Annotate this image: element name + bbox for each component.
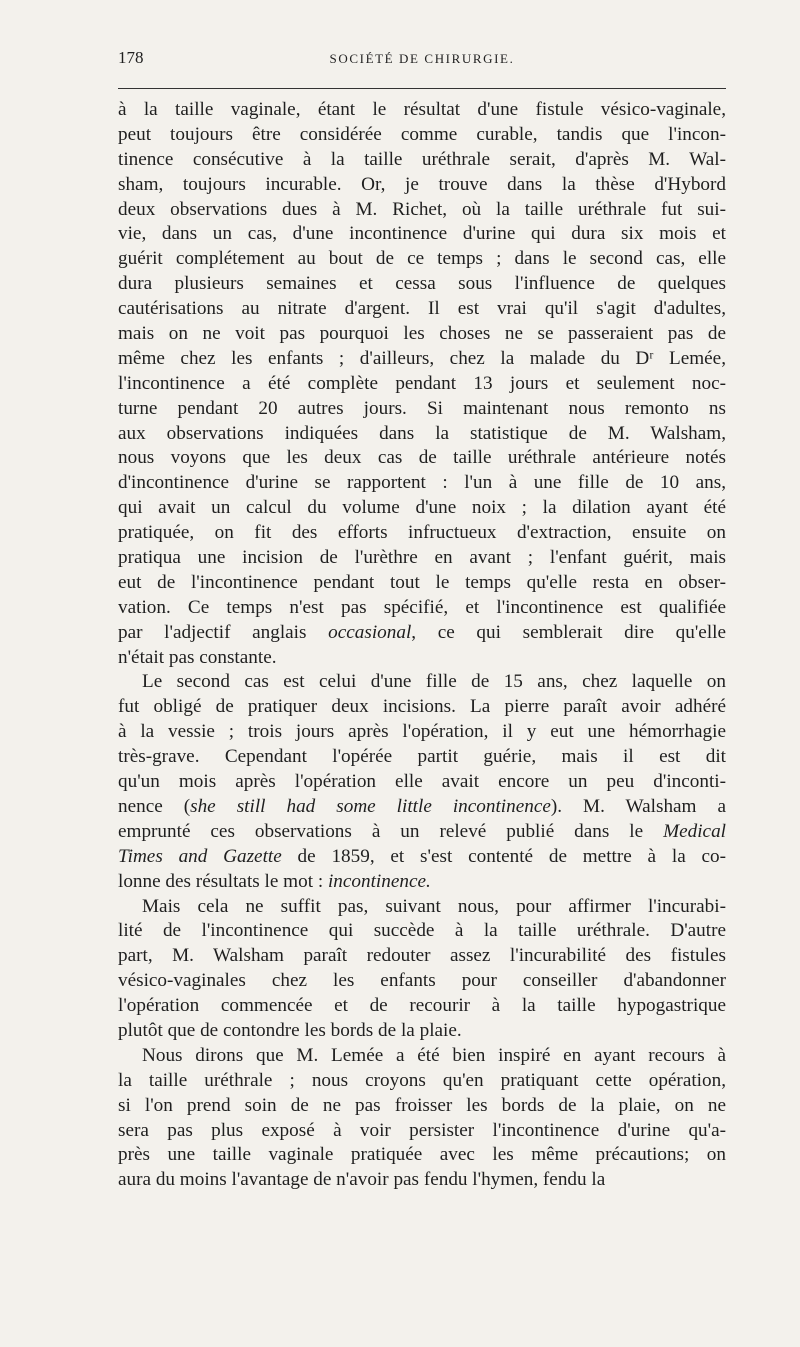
paragraph: [118, 895, 726, 1044]
text-line: Le second cas est celui d'une fille de 15 ans, chez laquelle on: [142, 671, 726, 693]
paragraph: [118, 1044, 726, 1193]
paragraph: [118, 98, 726, 670]
text-line: plutôt que de contondre les bords de la plaie.: [118, 1019, 462, 1041]
text-line: dura plusieurs semaines et cessa sous l'influence de quelques: [118, 273, 726, 295]
text-line: tinence consécutive à la taille uréthrale serait, d'après M. Wal-: [118, 148, 726, 170]
text-line: eut de l'incontinence pendant tout le temps qu'elle resta en obser-: [118, 571, 726, 593]
body-text: [118, 98, 726, 1193]
text-line: cautérisations au nitrate d'argent. Il est vrai qu'il s'agit d'adultes,: [118, 298, 726, 320]
text-line: lonne des résultats le mot : incontinence.: [118, 870, 431, 892]
text-line: Nous dirons que M. Lemée a été bien inspiré en ayant recours à: [142, 1044, 726, 1066]
text-line: d'incontinence d'urine se rapportent : l'un à une fille de 10 ans,: [118, 472, 726, 494]
text-line: vie, dans un cas, d'une incontinence d'urine qui dura six mois et: [118, 223, 726, 245]
running-title: SOCIÉTÉ DE CHIRURGIE.: [329, 51, 515, 66]
text-line: lité de l'incontinence qui succède à la taille uréthrale. D'autre: [118, 920, 726, 942]
text-line: emprunté ces observations à un relevé publié dans le Medical: [118, 820, 726, 842]
text-line: sera pas plus exposé à voir persister l'incontinence d'urine qu'a-: [118, 1119, 726, 1141]
text-line: qu'un mois après l'opération elle avait encore un peu d'inconti-: [118, 771, 726, 793]
text-line: à la vessie ; trois jours après l'opération, il y eut une hémorrhagie: [118, 721, 726, 743]
text-line: vation. Ce temps n'est pas spécifié, et l'incontinence est qualifiée: [118, 596, 726, 618]
text-line: turne pendant 20 autres jours. Si maintenant nous remonto ns: [118, 397, 726, 419]
text-line: vésico-vaginales chez les enfants pour conseiller d'abandonner: [118, 970, 726, 992]
text-line: Times and Gazette de 1859, et s'est contenté de mettre à la co-: [118, 845, 726, 867]
page-header: [118, 48, 726, 78]
text-line: à la taille vaginale, étant le résultat d'une fistule vésico-vaginale,: [118, 99, 726, 120]
text-line: par l'adjectif anglais occasional, ce qui semblerait dire qu'elle: [118, 621, 726, 643]
text-line: qui avait un calcul du volume d'une noix ; la dilation ayant été: [118, 497, 726, 519]
text-line: si l'on prend soin de ne pas froisser les bords de la plaie, on ne: [118, 1094, 726, 1116]
text-line: mais on ne voit pas pourquoi les choses ne se passeraient pas de: [118, 323, 726, 345]
text-line: nence (she still had some little incontinence). M. Walsham a: [118, 795, 726, 817]
text-line: l'opération commencée et de recourir à la taille hypogastrique: [118, 995, 726, 1017]
text-line: Mais cela ne suffit pas, suivant nous, pour affirmer l'incurabi-: [142, 895, 726, 917]
text-line: nous voyons que les deux cas de taille uréthrale antérieure notés: [118, 447, 726, 469]
text-line: sham, toujours incurable. Or, je trouve dans la thèse d'Hybord: [118, 173, 726, 195]
text-line: même chez les enfants ; d'ailleurs, chez la malade du Dʳ Lemée,: [118, 347, 726, 369]
header-rule: [118, 88, 726, 89]
text-line: guérit complétement au bout de ce temps ; dans le second cas, elle: [118, 248, 726, 270]
paragraph: [118, 670, 726, 894]
text-line: près une taille vaginale pratiquée avec les même précautions; on: [118, 1144, 726, 1166]
text-line: pratiqua une incision de l'urèthre en avant ; l'enfant guérit, mais: [118, 547, 726, 569]
text-line: part, M. Walsham paraît redouter assez l'incurabilité des fistules: [118, 945, 726, 967]
text-line: l'incontinence a été complète pendant 13 jours et seulement noc-: [118, 372, 726, 394]
text-line: deux observations dues à M. Richet, où la taille uréthrale fut sui-: [118, 198, 726, 220]
page-number: 178: [118, 48, 144, 67]
text-line: aux observations indiquées dans la statistique de M. Walsham,: [118, 422, 726, 444]
text-line: la taille uréthrale ; nous croyons qu'en pratiquant cette opération,: [118, 1069, 726, 1091]
text-line: peut toujours être considérée comme curable, tandis que l'incon-: [118, 123, 726, 145]
text-line: très-grave. Cependant l'opérée partit guérie, mais il est dit: [118, 746, 726, 768]
text-line: fut obligé de pratiquer deux incisions. La pierre paraît avoir adhéré: [118, 696, 726, 718]
text-line: pratiquée, on fit des efforts infructueux d'extraction, ensuite on: [118, 522, 726, 544]
text-line: n'était pas constante.: [118, 646, 277, 668]
text-line: aura du moins l'avantage de n'avoir pas fendu l'hymen, fendu la: [118, 1169, 606, 1191]
